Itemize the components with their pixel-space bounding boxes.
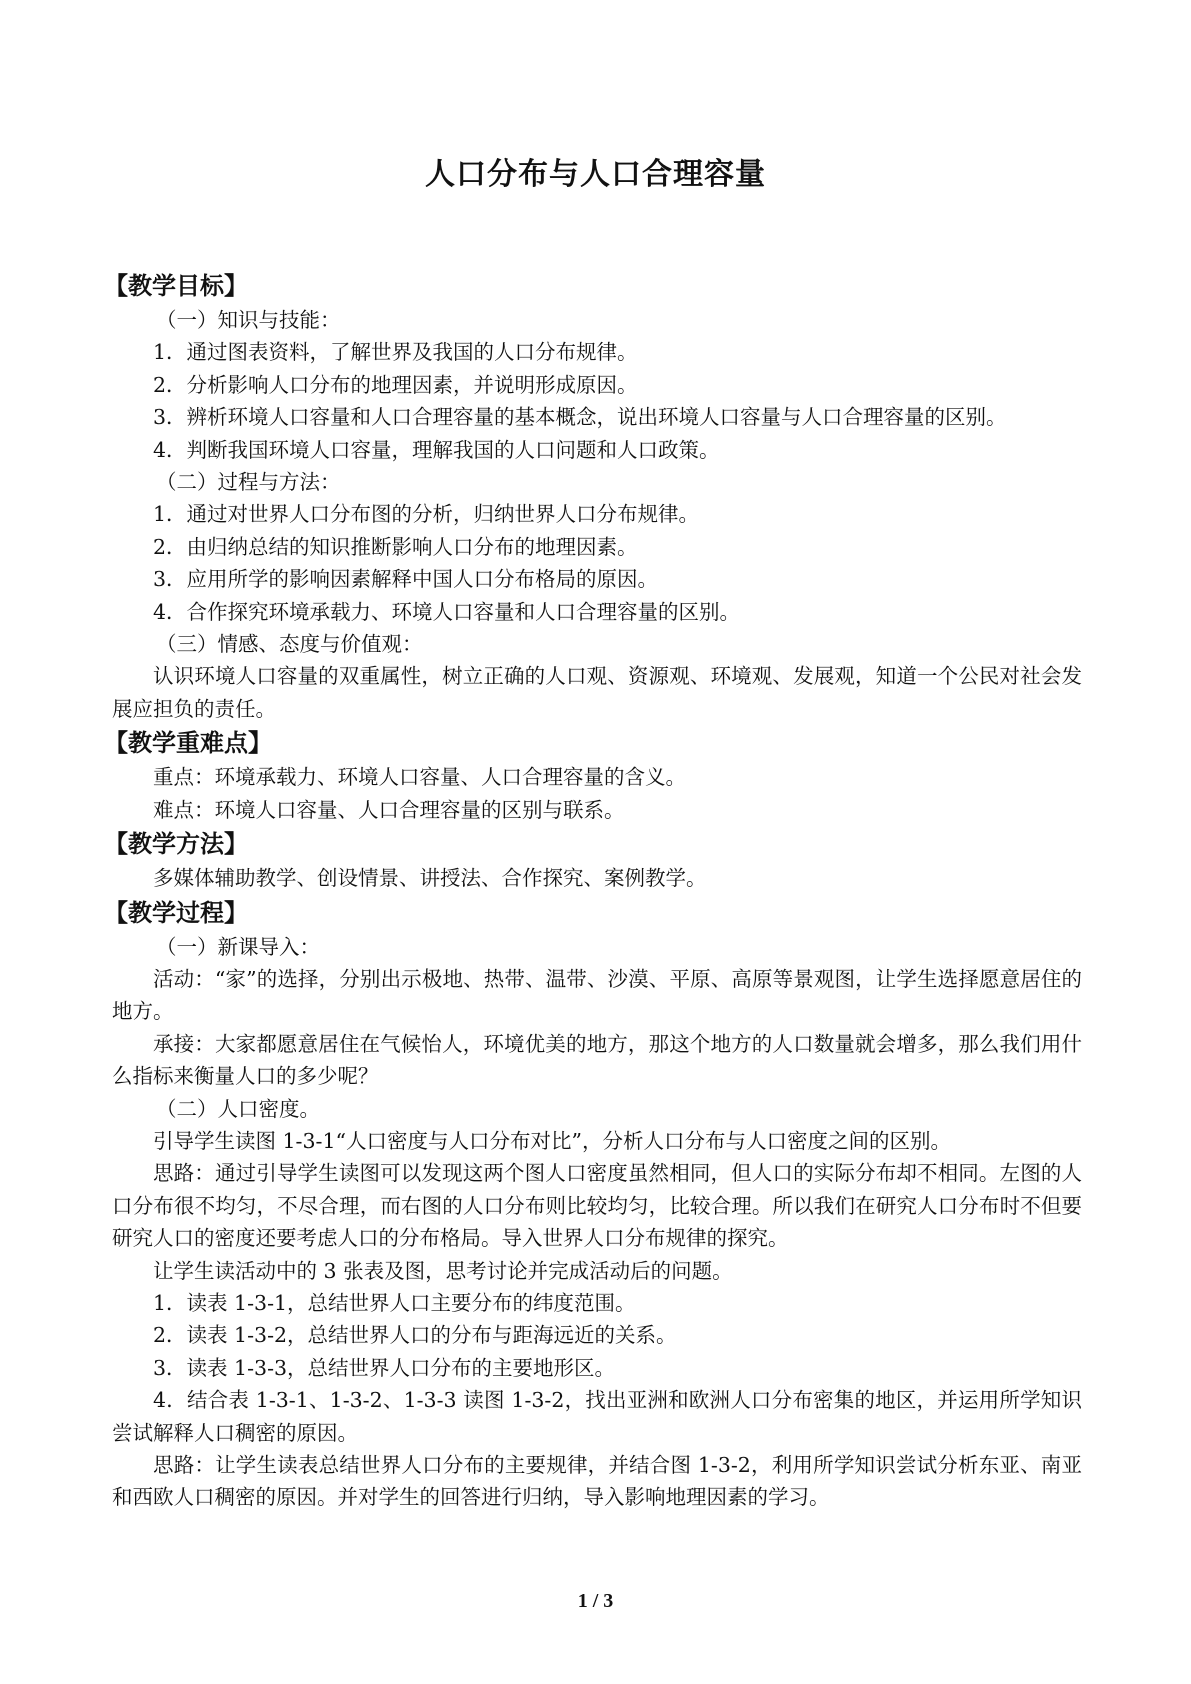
list-item: 2．分析影响人口分布的地理因素，并说明形成原因。 xyxy=(153,372,638,397)
paragraph-transition: 承接：大家都愿意居住在气候怡人，环境优美的地方，那这个地方的人口数量就会增多，那么我们用什么指标来衡量人口的多少呢？ xyxy=(112,1031,1082,1089)
subheading-knowledge: （一）知识与技能： xyxy=(156,308,341,332)
document-body xyxy=(104,268,1082,1514)
paragraph-methods: 多媒体辅助教学、创设情景、讲授法、合作探究、案例教学。 xyxy=(153,866,707,891)
paragraph-key-point: 重点：环境承载力、环境人口容量、人口合理容量的含义。 xyxy=(153,765,686,790)
list-item: 4．判断我国环境人口容量，理解我国的人口问题和人口政策。 xyxy=(153,437,720,462)
list-item: 1．通过对世界人口分布图的分析，归纳世界人口分布规律。 xyxy=(153,502,700,527)
list-item: 3．辨析环境人口容量和人口合理容量的基本概念，说出环境人口容量与人口合理容量的区别。 xyxy=(153,405,1007,430)
list-item: 2．由归纳总结的知识推断影响人口分布的地理因素。 xyxy=(153,534,638,559)
list-item: 4．合作探究环境承载力、环境人口容量和人口合理容量的区别。 xyxy=(153,599,741,624)
paragraph-difficult-point: 难点：环境人口容量、人口合理容量的区别与联系。 xyxy=(153,797,625,822)
list-item: 1．读表 1-3-1，总结世界人口主要分布的纬度范围。 xyxy=(153,1290,636,1315)
paragraph-idea-2: 思路：让学生读表总结世界人口分布的主要规律，并结合图 1-3-2，利用所学知识尝试分析东亚、南亚和西欧人口稠密的原因。并对学生的回答进行归纳，导入影响地理因素的学习。 xyxy=(112,1453,1082,1510)
subheading-process-method: （二）过程与方法： xyxy=(156,470,341,495)
page-title: 人口分布与人口合理容量 xyxy=(425,157,766,192)
section-heading-process: 【教学过程】 xyxy=(104,898,248,927)
list-item: 2．读表 1-3-2，总结世界人口的分布与距海远近的关系。 xyxy=(153,1323,677,1348)
list-item: 4．结合表 1-3-1、1-3-2、1-3-3 读图 1-3-2，找出亚洲和欧洲人口分布密集的地区，并运用所学知识尝试解释人口稠密的原因。 xyxy=(112,1388,1082,1445)
paragraph-guide: 引导学生读图 1-3-1“人口密度与人口分布对比”，分析人口分布与人口密度之间的区别。 xyxy=(153,1128,951,1153)
section-heading-key-points: 【教学重难点】 xyxy=(104,729,272,758)
list-item: 3．应用所学的影响因素解释中国人口分布格局的原因。 xyxy=(153,567,659,592)
section-heading-methods: 【教学方法】 xyxy=(104,830,248,859)
subheading-population-density: （二）人口密度。 xyxy=(156,1096,320,1121)
paragraph-values: 认识环境人口容量的双重属性，树立正确的人口观、资源观、环境观、发展观，知道一个公民对社会发展应担负的责任。 xyxy=(112,664,1082,721)
paragraph-activity: 活动：“家”的选择，分别出示极地、热带、温带、沙漠、平原、高原等景观图，让学生选择愿意居住的地方。 xyxy=(112,966,1082,1024)
list-item: 3．读表 1-3-3，总结世界人口分布的主要地形区。 xyxy=(153,1355,616,1380)
paragraph-task-intro: 让学生读活动中的 3 张表及图，思考讨论并完成活动后的问题。 xyxy=(153,1258,733,1283)
subheading-introduction: （一）新课导入： xyxy=(156,934,320,959)
paragraph-idea-1: 思路：通过引导学生读图可以发现这两个图人口密度虽然相同，但人口的实际分布却不相同。左图的人口分布很不均匀，不尽合理，而右图的人口分布则比较均匀，比较合理。所以我们在研究人口分布时不但要研究人口的密度还要考虑人口的分布格局。导入世界人口分布规律的探究。 xyxy=(112,1161,1082,1251)
page-number: 1 / 3 xyxy=(577,1590,614,1612)
section-heading-goals: 【教学目标】 xyxy=(104,272,248,300)
subheading-values: （三）情感、态度与价值观： xyxy=(156,632,423,657)
list-item: 1．通过图表资料，了解世界及我国的人口分布规律。 xyxy=(153,340,638,365)
